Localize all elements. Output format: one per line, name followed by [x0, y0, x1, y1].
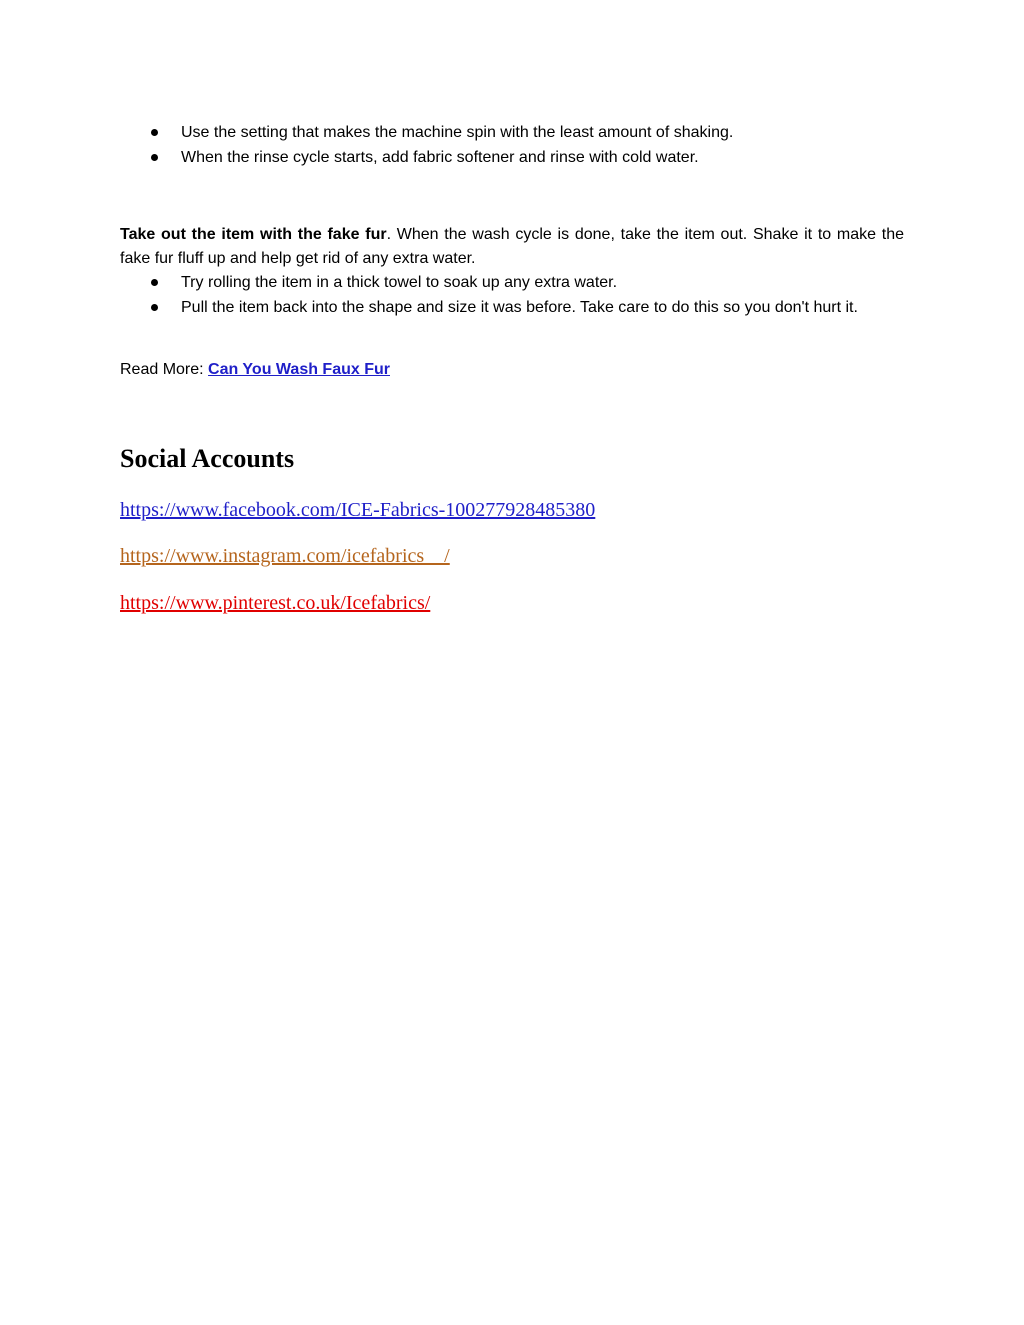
paragraph-text: . When the wash cycle is done, take the item out. Shake it to make the fake fur fluff up and help get rid of any extra water.	[120, 226, 905, 267]
list-item-text: Use the setting that makes the machine spin with the least amount of shaking.	[181, 124, 734, 141]
bullet-dot-icon	[151, 279, 158, 286]
take-out-paragraph	[120, 223, 904, 271]
list-item	[120, 295, 858, 320]
bullet-list-washing	[120, 120, 733, 170]
read-more-label: Read More:	[120, 361, 209, 378]
read-more-link[interactable]: Can You Wash Faux Fur	[208, 361, 390, 378]
list-item-text: When the rinse cycle starts, add fabric softener and rinse with cold water.	[181, 149, 699, 166]
bullet-dot-icon	[151, 129, 158, 136]
list-item-text: Pull the item back into the shape and size it was before. Take care to do this so you don't hurt it.	[181, 299, 858, 316]
bullet-dot-icon	[151, 154, 158, 161]
read-more-line	[120, 358, 390, 382]
list-item	[120, 145, 733, 170]
paragraph-bold-lead: Take out the item with the fake fur	[120, 226, 387, 243]
pinterest-link[interactable]: https://www.pinterest.co.uk/Icefabrics/	[120, 592, 431, 614]
bullet-dot-icon	[151, 304, 158, 311]
facebook-link[interactable]: https://www.facebook.com/ICE-Fabrics-100277928485380	[120, 499, 596, 521]
social-accounts-heading: Social Accounts	[120, 444, 295, 473]
list-item	[120, 270, 858, 295]
bullet-list-drying	[120, 270, 858, 320]
list-item	[120, 120, 733, 145]
list-item-text: Try rolling the item in a thick towel to soak up any extra water.	[181, 274, 618, 291]
instagram-link[interactable]: https://www.instagram.com/icefabrics__/	[120, 545, 450, 567]
